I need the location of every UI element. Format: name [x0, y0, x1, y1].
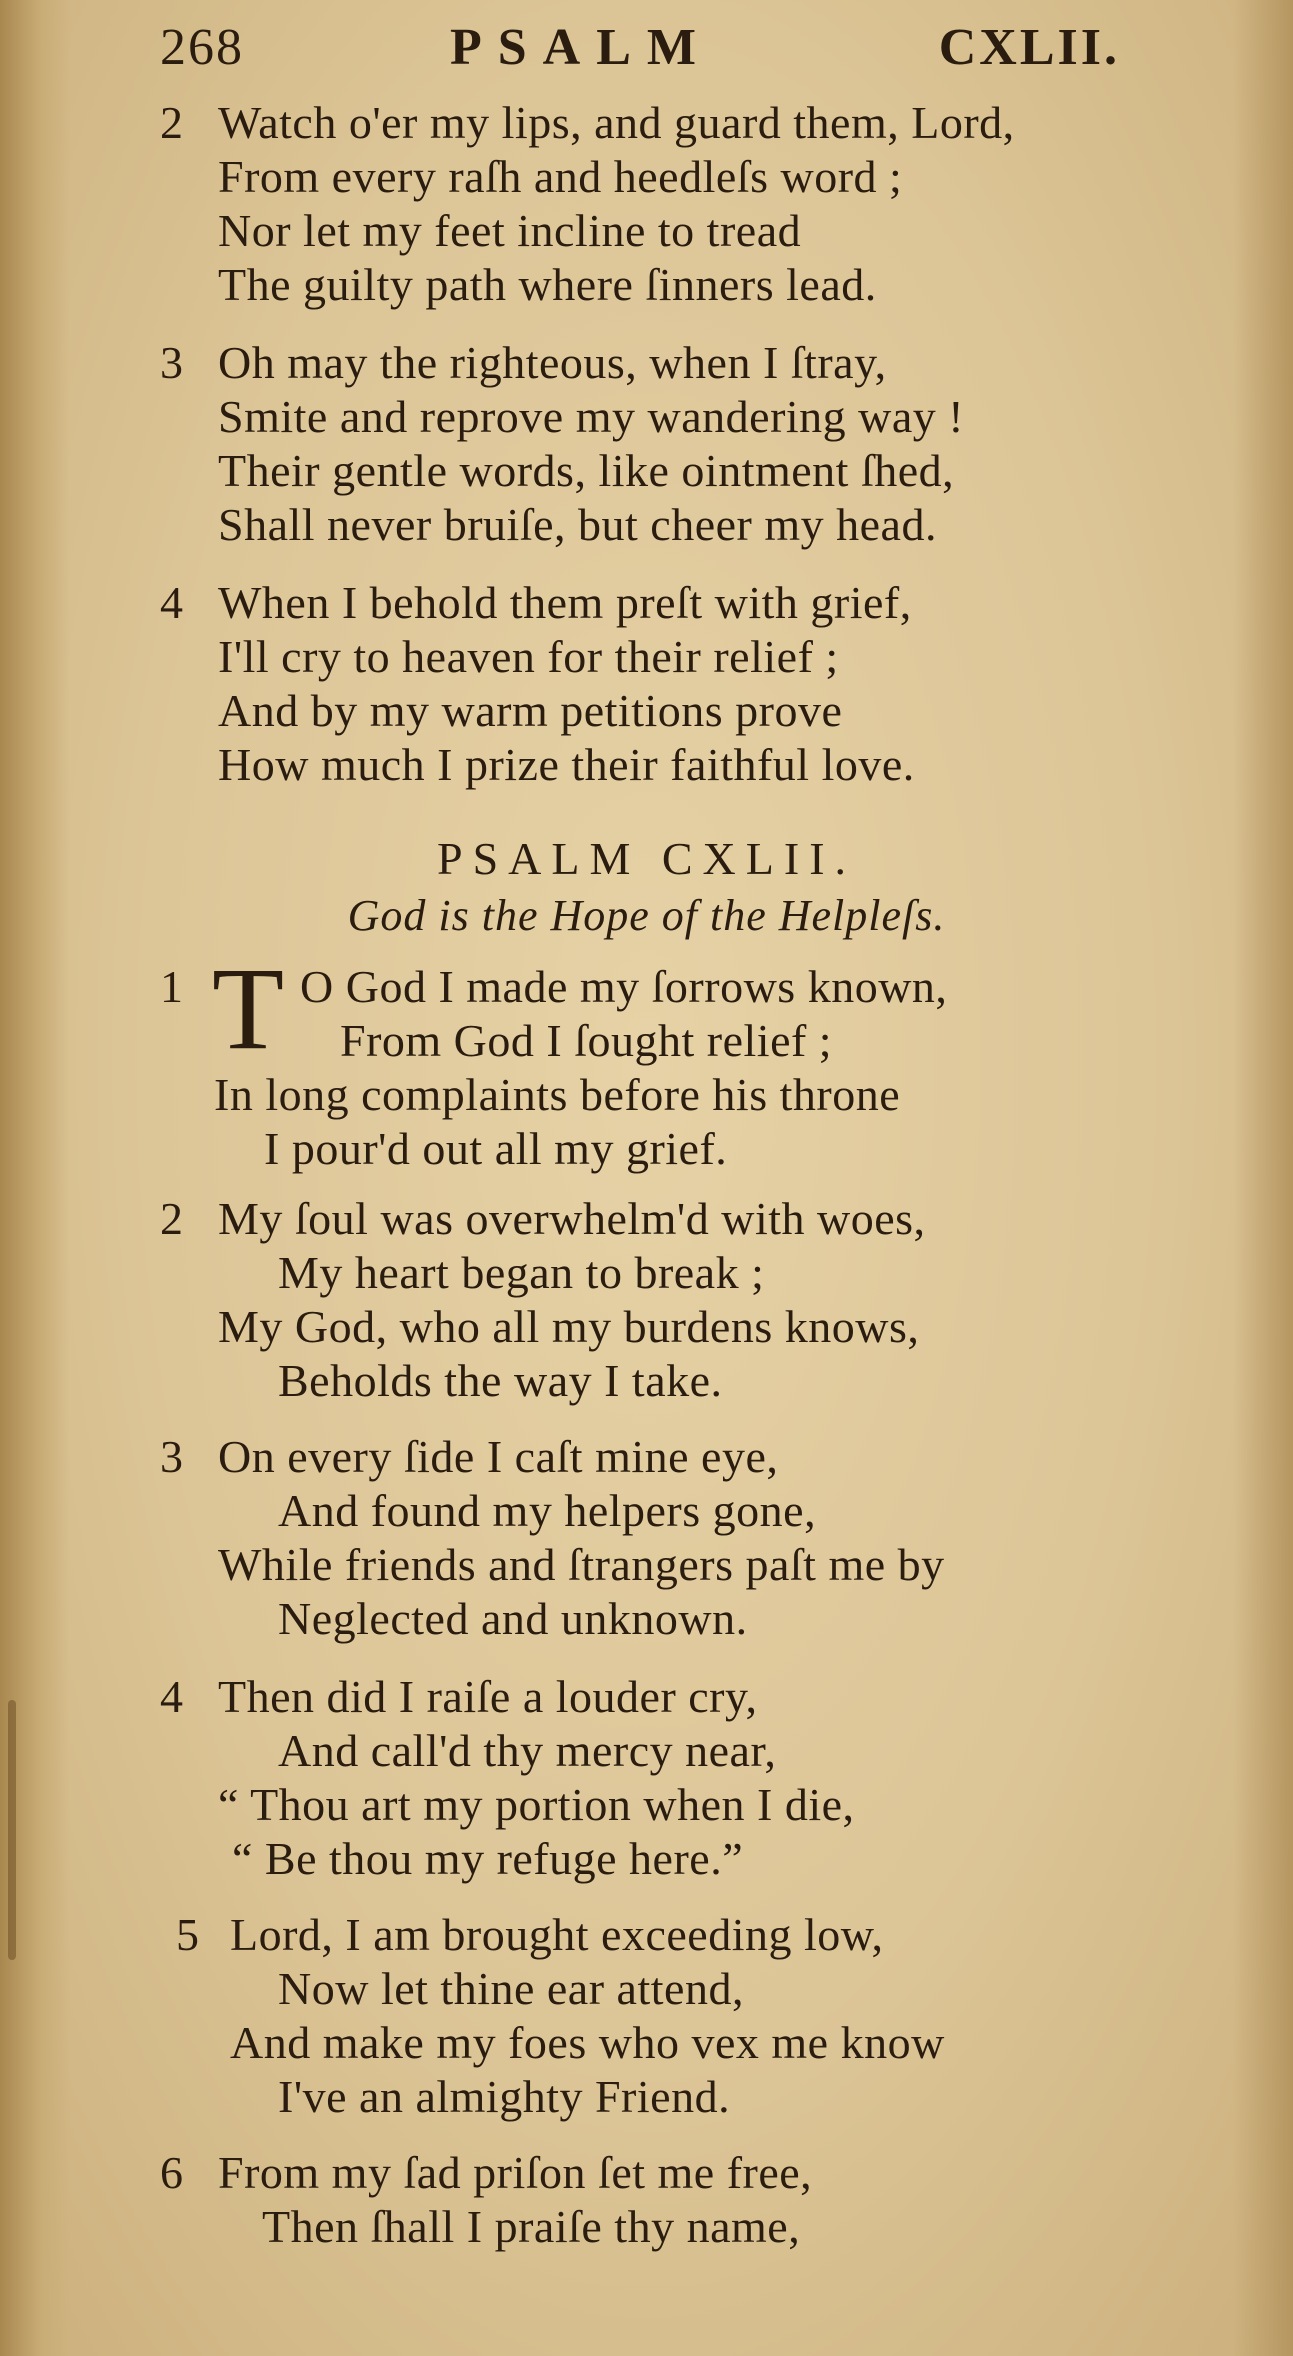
verse-line: O God I made my ſorrows known, [300, 961, 948, 1012]
verse-line: Neglected and unknown. [278, 1593, 748, 1644]
running-header [160, 18, 1120, 88]
verse-line: “ Be thou my refuge here.” [232, 1833, 744, 1884]
verse-line: I pour'd out all my grief. [264, 1123, 728, 1174]
verse-line: Beholds the way I take. [278, 1355, 723, 1406]
verse-line: Watch o'er my lips, and guard them, Lord, [218, 97, 1015, 148]
verse-line: Nor let my feet incline to tread [218, 205, 802, 256]
verse-line: My heart began to break ; [278, 1247, 765, 1298]
stanza-number: 6 [160, 2147, 183, 2198]
drop-cap: T [212, 943, 285, 1074]
page-number: 268 [160, 19, 244, 76]
running-title: PSALM [450, 19, 712, 76]
verse-line: From my ſad priſon ſet me free, [218, 2147, 813, 2198]
stanza-number: 4 [160, 1671, 183, 1722]
stanza-number: 3 [160, 337, 183, 388]
verse-line: I've an almighty Friend. [278, 2071, 731, 2122]
stanza-number: 1 [160, 961, 183, 1012]
verse-line: From God I ſought relief ; [340, 1015, 833, 1066]
verse-line: From every raſh and heedleſs word ; [218, 151, 903, 202]
verse-line: When I behold them preſt with grief, [218, 577, 912, 628]
verse-line: And by my warm petitions prove [218, 685, 843, 736]
running-psalm-numeral: CXLII. [938, 19, 1120, 76]
verse-line: Smite and reprove my wandering way ! [218, 391, 965, 442]
verse-line: Shall never bruiſe, but cheer my head. [218, 499, 937, 550]
psalm-heading: PSALM CXLII. [436, 833, 857, 884]
verse-line: Then did I raiſe a louder cry, [218, 1671, 758, 1722]
page-crease-mark [8, 1700, 16, 1960]
verse-line: The guilty path where ſinners lead. [218, 259, 877, 310]
stanza-number: 3 [160, 1431, 183, 1482]
verse-line: My ſoul was overwhelm'd with woes, [218, 1193, 926, 1244]
psalm-subtitle: God is the Hope of the Helpleſs. [347, 891, 946, 940]
stanza-number: 2 [160, 97, 183, 148]
verse-line: On every ſide I caſt mine eye, [218, 1431, 779, 1482]
stanza-number: 2 [160, 1193, 183, 1244]
verse-line: And found my helpers gone, [278, 1485, 817, 1536]
verse-line: In long complaints before his throne [214, 1069, 901, 1120]
verse-line: And make my foes who vex me know [230, 2017, 945, 2068]
page-gutter-shadow [0, 0, 70, 2356]
verse-line: Now let thine ear attend, [278, 1963, 744, 2014]
verse-line: Then ſhall I praiſe thy name, [262, 2201, 801, 2252]
verse-line: While friends and ſtrangers paſt me by [218, 1539, 945, 1590]
verse-line: I'll cry to heaven for their relief ; [218, 631, 839, 682]
verse-line: And call'd thy mercy near, [278, 1725, 777, 1776]
verse-line: “ Thou art my portion when I die, [218, 1779, 855, 1830]
page-edge-shadow [1233, 0, 1293, 2356]
verse-line: Their gentle words, like ointment ſhed, [218, 445, 955, 496]
stanza-number: 5 [176, 1909, 199, 1960]
verse-line: Lord, I am brought exceeding low, [230, 1909, 884, 1960]
verse-line: Oh may the righteous, when I ſtray, [218, 337, 887, 388]
verse-line: My God, who all my burdens knows, [218, 1301, 920, 1352]
verse-line: How much I prize their faithful love. [218, 739, 915, 790]
stanza-number: 4 [160, 577, 183, 628]
